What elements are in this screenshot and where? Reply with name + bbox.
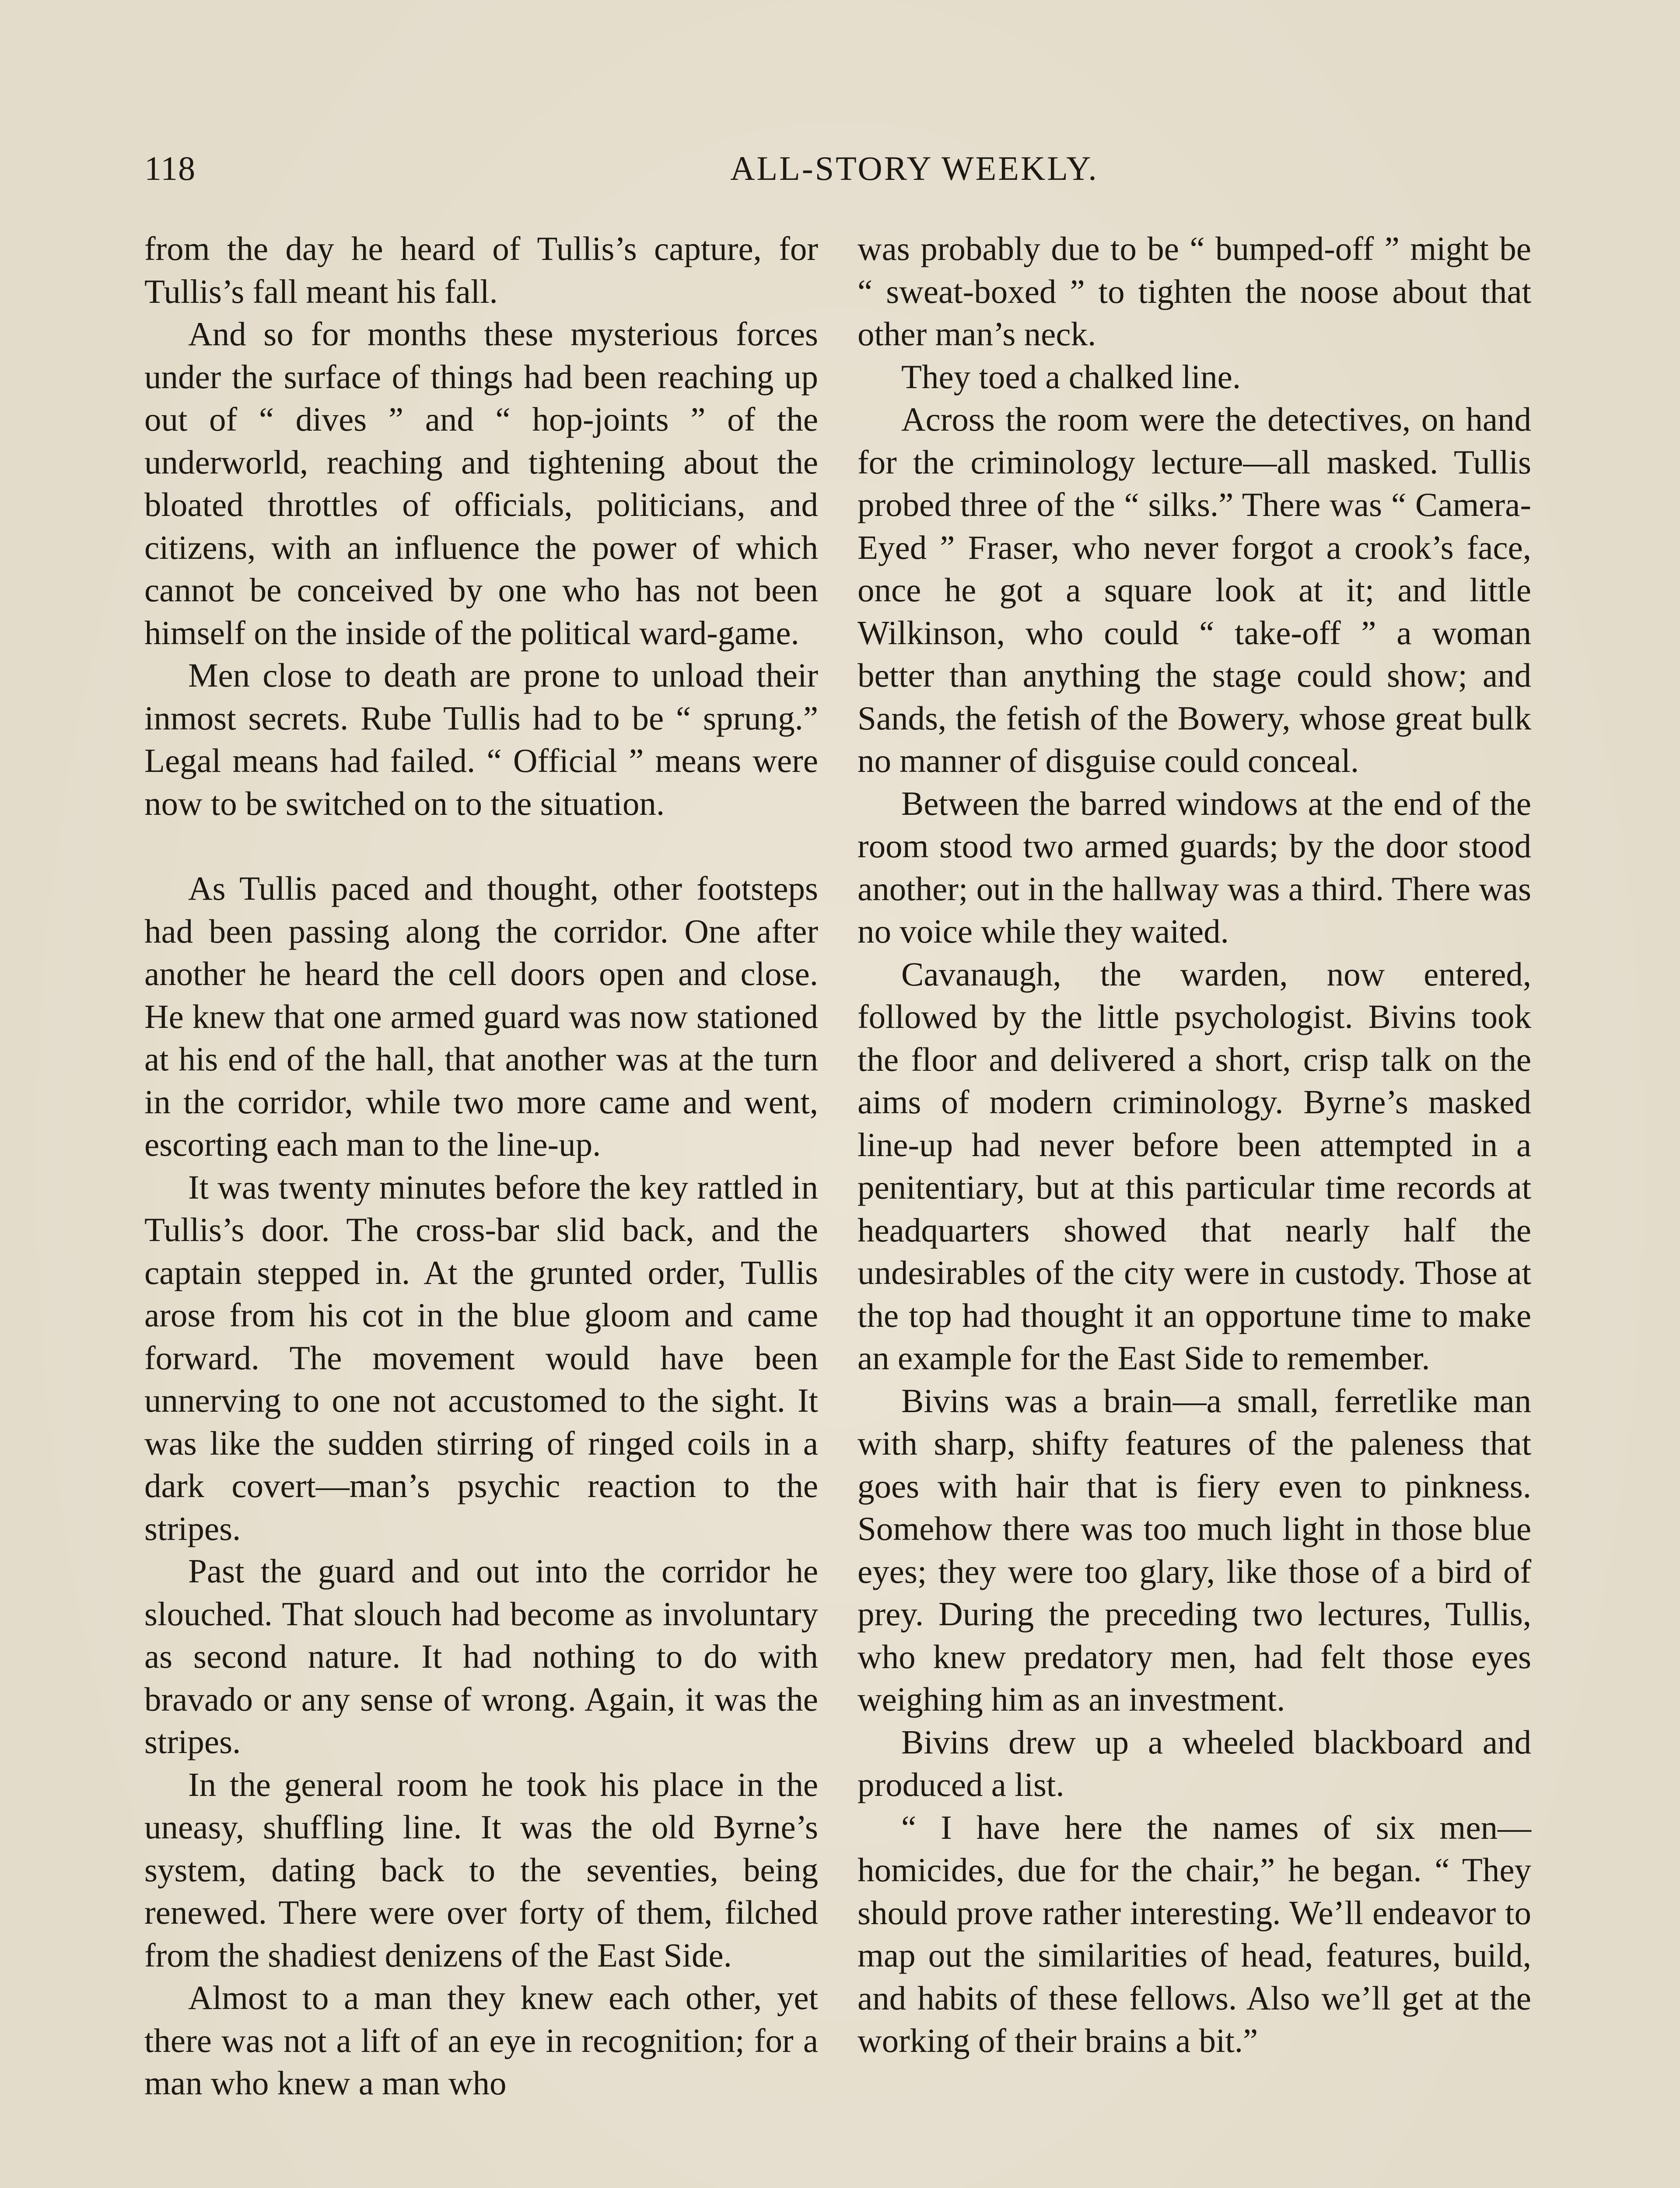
page-header — [144, 144, 1544, 206]
paragraph: In the general room he took his place in the uneasy, shuffling line. It was the old Byrne’s system, dating back to the seventies, being renewed. There were over forty of them, filched from the shadiest denizens of the East Side. — [144, 1765, 818, 1974]
paragraph: Across the room were the detectives, on hand for the criminology lecture—all masked. Tullis probed three of the “ silks.” There was “ Camera-Eyed ” Fraser, who never forgot a crook’s face, once he got a square look at it; and little Wilkinson, who could “ take-off ” a woman better than anything the stage could show; and Sands, the fetish of the Bowery, whose great bulk no manner of disguise could conceal. — [858, 400, 1531, 779]
paragraph: “ I have here the names of six men—homicides, due for the chair,” he began. “ They should prove rather interesting. We’ll endeavor to map out the similarities of head, features, build, and habits of these fellows. Also we’ll get at the working of their brains a bit.” — [858, 1808, 1531, 2059]
paragraph: was probably due to be “ bumped-off ” might be “ sweat-boxed ” to tighten the noose about that other man’s neck. — [858, 230, 1531, 353]
paragraph: Men close to death are prone to unload their inmost secrets. Rube Tullis had to be “ sprung.” Legal means had failed. “ Official ” means were now to be switched on to the situation. — [144, 656, 818, 822]
paragraph: As Tullis paced and thought, other footsteps had been passing along the corridor. One after another he heard the cell doors open and close. He knew that one armed guard was now stationed at his end of the hall, that another was at the turn in the corridor, while two more came and went, escorting each man to the line-up. — [144, 870, 818, 1163]
paragraph: It was twenty minutes before the key rattled in Tullis’s door. The cross-bar slid back, and the captain stepped in. At the grunted order, Tullis arose from his cot in the blue gloom and came forward. The movement would have been unnerving to one not accustomed to the sight. It was like the sudden stirring of ringed coils in a dark covert—man’s psychic reaction to the stripes. — [144, 1168, 818, 1547]
paragraph: from the day he heard of Tullis’s capture, for Tullis’s fall meant his fall. — [144, 230, 818, 310]
right-column — [858, 228, 1531, 2062]
left-column — [144, 228, 818, 2105]
paragraph: Almost to a man they knew each other, yet there was not a lift of an eye in recognition; for a man who knew a man who — [144, 1979, 818, 2102]
paragraph: Between the barred windows at the end of the room stood two armed guards; by the door stood another; out in the hallway was a third. There was no voice while they waited. — [858, 784, 1531, 950]
paragraph: Cavanaugh, the warden, now entered, followed by the little psychologist. Bivins took the floor and delivered a short, crisp talk on the aims of modern criminology. Byrne’s masked line-up had never before been attempted in a penitentiary, but at this particular time records at headquarters showed that nearly half the undesirables of the city were in custody. Those at the top had thought it an opportune time to make an example for the East Side to remember. — [858, 955, 1531, 1377]
paragraph: Past the guard and out into the corridor he slouched. That slouch had become as involuntary as second nature. It had nothing to do with bravado or any sense of wrong. Again, it was the stripes. — [144, 1552, 818, 1760]
paragraph: Bivins drew up a wheeled blackboard and produced a list. — [858, 1723, 1531, 1803]
running-head: ALL-STORY WEEKLY. — [730, 149, 1099, 187]
paragraph: Bivins was a brain—a small, ferretlike man with sharp, shifty features of the paleness that goes with hair that is fiery even to pinkness. Somehow there was too much light in those blue eyes; they were too glary, like those of a bird of prey. During the preceding two lectures, Tullis, who knew predatory men, had felt those eyes weighing him as an investment. — [858, 1382, 1531, 1718]
paragraph: And so for months these mysterious forces under the surface of things had been reaching up out of “ dives ” and “ hop-joints ” of the underworld, reaching and tightening about the bloated throttles of officials, politicians, and citizens, with an influence the power of which cannot be conceived by one who has not been himself on the inside of the political ward-game. — [144, 315, 818, 652]
page-number: 118 — [144, 149, 196, 187]
paragraph: They toed a chalked line. — [901, 358, 1241, 396]
